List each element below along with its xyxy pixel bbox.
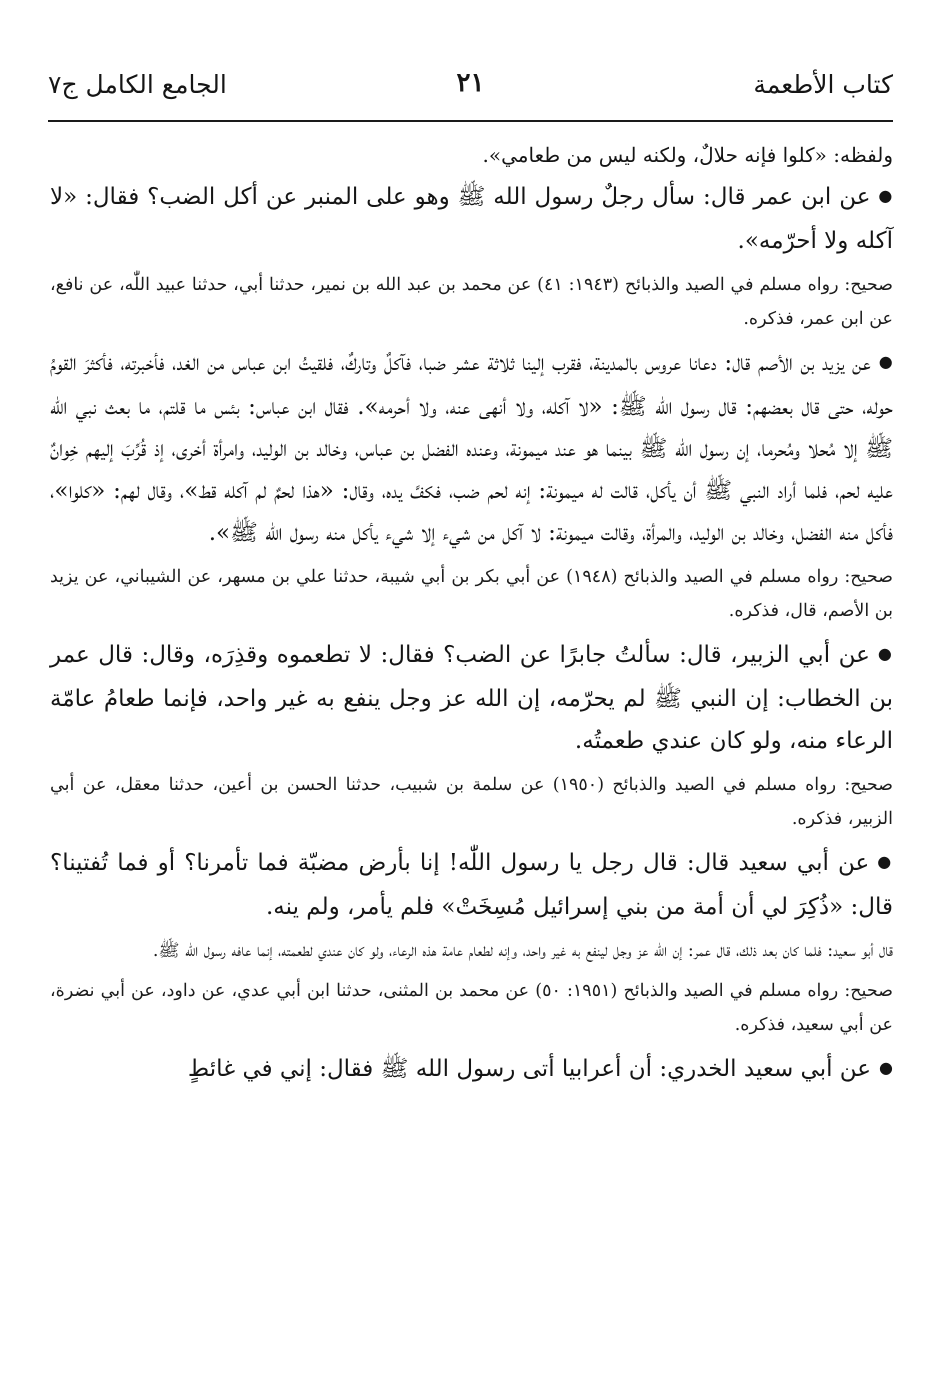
hadith-paragraph: ●عن أبي سعيد قال: قال رجل يا رسول اللّٰه! إنا بأرض مضبّة فما تأمرنا؟ أو فما تُفتينا؟ قال: «ذُكِرَ لي أن أمة من بني إسرائيل مُسِخَتْ» فلم يأمر، ولم ينه. <box>50 850 893 920</box>
commentary-note: قال أبو سعيد: فلما كان بعد ذلك، قال عمر: إن الله عز وجل لينفع به غير واحد، وإنه لطعام عامة هذه الرعاء، ولو كان عندي لطعمته، إنما عافه رسول الله ﷺ. <box>152 941 893 961</box>
hadith-paragraph: ●عن ابن عمر قال: سأل رجلٌ رسول الله ﷺ وهو على المنبر عن أكل الضب؟ فقال: «لا آكله ولا أحرّمه». <box>50 184 893 254</box>
takhrij-note: صحيح: رواه مسلم في الصيد والذبائح (١٩٤٨) عن أبي بكر بن أبي شيبة، حدثنا علي بن مسهر، عن الشيباني، عن يزيد بن الأصم، قال، فذكره. <box>50 567 893 621</box>
bullet-icon: ● <box>877 644 893 663</box>
series-title: الجامع الكامل ج٧ <box>48 70 227 99</box>
page-body <box>50 138 893 1098</box>
hadith-paragraph: ●عن أبي الزبير، قال: سألتُ جابرًا عن الضب؟ فقال: لا تطعموه وقذِرَه، وقال: قال عمر بن الخطاب: إن النبي ﷺ لم يحرّمه، إن الله عز وجل ينفع به غير واحد، فإنما طعامُ عامّة الرعاء منه، ولو كان عندي طعمتُه. <box>50 642 893 754</box>
hadith-paragraph: ●عن أبي سعيد الخدري: أن أعرابيا أتى رسول الله ﷺ فقال: إني في غائطٍ <box>187 1056 893 1082</box>
page-number: ٢١ <box>456 68 485 98</box>
takhrij-note: صحيح: رواه مسلم في الصيد والذبائح (١٩٥١: ٥٠) عن محمد بن المثنى، حدثنا ابن أبي عدي، عن داود، عن أبي نضرة، عن أبي سعيد، فذكره. <box>50 981 893 1035</box>
page-header <box>48 62 893 122</box>
hadith-paragraph: ولفظه: «كلوا فإنه حلالٌ، ولكنه ليس من طعامي». <box>482 143 893 167</box>
bullet-icon: ● <box>877 852 893 871</box>
takhrij-note: صحيح: رواه مسلم في الصيد والذبائح (١٩٥٠) عن سلمة بن شبيب، حدثنا الحسن بن أعين، حدثنا معقل، عن أبي الزبير، فذكره. <box>50 775 893 829</box>
bullet-icon: ● <box>878 186 893 205</box>
hadith-paragraph: ●عن يزيد بن الأصم قال: دعانا عروس بالمدينة، فقرب إلينا ثلاثة عشر ضبا، فآكلٌ وتاركٌ، فلقيتُ ابن عباس من الغد، فأخبرته، فأكثرَ القومُ حوله، حتى قال بعضهم: قال رسول الله ﷺ: «لا آكله، ولا أنهى عنه، ولا أحرمه». فقال ابن عباس: بئس ما قلتم، ما بعث نبي الله ﷺ إلا مُحلا ومُحرما، إن رسول الله ﷺ بينما هو عند ميمونة، وعنده الفضل بن عباس، وخالد بن الوليد، وامرأة أخرى، إذ قُرِّبَ إليهم خِوانٌ عليه لحم، فلما أراد النبي ﷺ أن يأكل، قالت له ميمونة: إنه لحم ضب، فكفَّ يده، وقال: «هذا لحمٌ لم آكله قط»، وقال لهم: «كلوا»، فأكل منه الفضل، وخالد بن الوليد، والمرأة، وقالت ميمونة: لا آكل من شيء إلا شيء يأكل منه رسول الله ﷺ». <box>50 350 893 546</box>
bullet-icon: ● <box>879 1058 893 1077</box>
book-title: كتاب الأطعمة <box>753 70 893 99</box>
bullet-icon: ● <box>878 352 893 371</box>
takhrij-note: صحيح: رواه مسلم في الصيد والذبائح (١٩٤٣: ٤١) عن محمد بن عبد الله بن نمير، حدثنا أبي، حدثنا عبيد اللّٰه، عن نافع، عن ابن عمر، فذكره. <box>50 275 893 329</box>
